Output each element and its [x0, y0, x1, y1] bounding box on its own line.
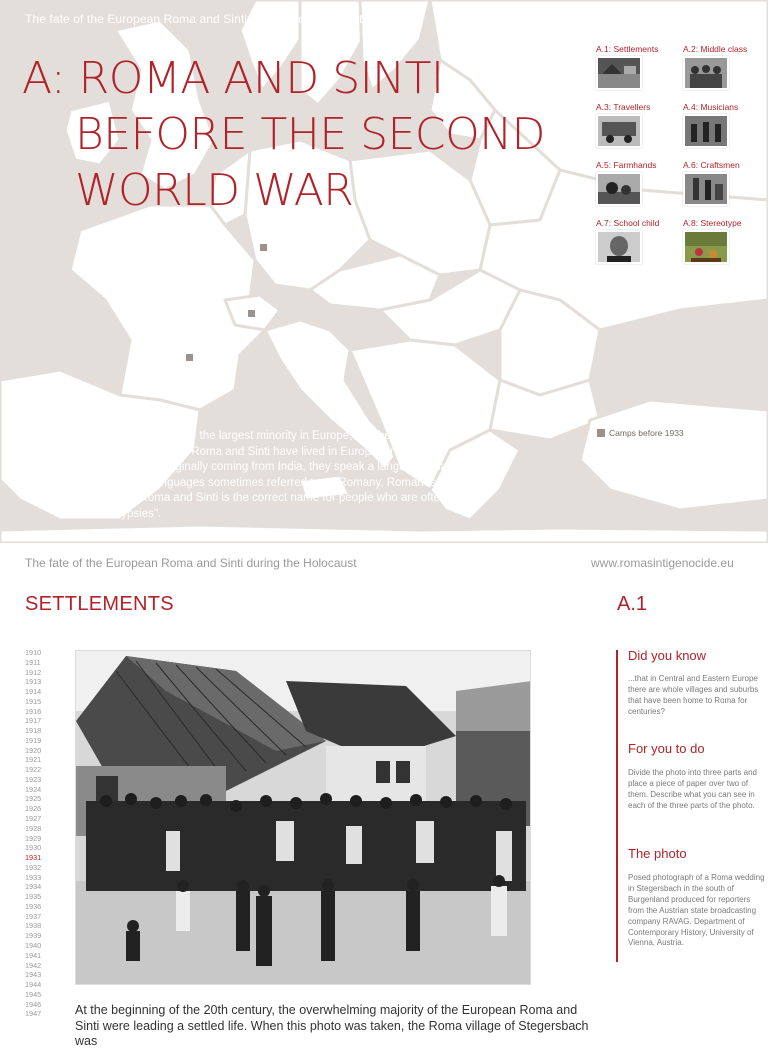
- timeline-year: 1936: [25, 901, 42, 911]
- photo-musicians-icon[interactable]: [683, 114, 729, 148]
- timeline-year: 1941: [25, 950, 42, 960]
- timeline-year: 1926: [25, 804, 42, 814]
- timeline-year: 1939: [25, 931, 42, 941]
- timeline-year: 1945: [25, 989, 42, 999]
- timeline-year: 1924: [25, 784, 42, 794]
- thumb-label-settlements[interactable]: A.1: Settlements: [596, 44, 659, 54]
- photo-farmhands-icon[interactable]: [596, 172, 642, 206]
- for-you-to-do-text: Divide the photo into three parts and place a piece of paper over two of them. Describe what you can see in each of the three parts of the photo.: [628, 768, 757, 810]
- legend-label: Camps before 1933: [609, 428, 684, 438]
- timeline-year: 1947: [25, 1009, 42, 1019]
- for-you-to-do-title: For you to do: [628, 741, 705, 756]
- photo-craftsmen-icon[interactable]: [683, 172, 729, 206]
- page2-header-subtitle: The fate of the European Roma and Sinti during the Holocaust: [25, 556, 357, 570]
- timeline-year: 1942: [25, 960, 42, 970]
- timeline-year: 1946: [25, 999, 42, 1009]
- timeline-year: 1927: [25, 814, 42, 824]
- timeline-year: 1928: [25, 823, 42, 833]
- timeline-year: 1931: [25, 853, 42, 863]
- timeline-year: 1938: [25, 921, 42, 931]
- timeline-year: 1920: [25, 745, 42, 755]
- thumb-label-musicians[interactable]: A.4: Musicians: [683, 102, 739, 112]
- camp-marker: [260, 244, 267, 251]
- timeline-year: 1935: [25, 892, 42, 902]
- timeline-year: 1944: [25, 980, 42, 990]
- thumb-label-middle-class[interactable]: A.2: Middle class: [683, 44, 748, 54]
- header-url[interactable]: www.romasintigenocide.eu: [591, 12, 737, 26]
- timeline-year: 1937: [25, 911, 42, 921]
- timeline-year: 1921: [25, 755, 42, 765]
- timeline-year: 1930: [25, 843, 42, 853]
- settlement-photo: [75, 650, 531, 985]
- thumb-label-school-child[interactable]: A.7: School child: [596, 218, 660, 228]
- page2-header-url[interactable]: www.romasintigenocide.eu: [591, 556, 734, 570]
- timeline-year: 1918: [25, 726, 42, 736]
- timeline-year: 1919: [25, 735, 42, 745]
- map-legend: [597, 428, 684, 438]
- poster-title-line2: BEFORE THE SECOND: [75, 109, 546, 160]
- timeline-year: 1922: [25, 765, 42, 775]
- header-subtitle: The fate of the European Roma and Sinti during the Holocaust: [25, 12, 363, 26]
- thumb-label-craftsmen[interactable]: A.6: Craftsmen: [683, 160, 740, 170]
- timeline-year: 1929: [25, 833, 42, 843]
- photo-settlements-icon[interactable]: [596, 56, 642, 90]
- timeline-year: 1933: [25, 872, 42, 882]
- timeline-year: 1916: [25, 706, 42, 716]
- timeline-year: 1917: [25, 716, 42, 726]
- poster-title-line3: WORLD WAR: [75, 165, 354, 216]
- timeline-year: 1915: [25, 696, 42, 706]
- timeline-year: 1912: [25, 667, 42, 677]
- did-you-know-title: Did you know: [628, 648, 707, 663]
- intro-text: The Roma and Sinti are the largest minority in Europe, but they do not have a country of their own. Roma and Sinti have lived in Europe for over a thousand years. Originally coming from India, they speak a language related to other Indian languages sometimes referred to as Romany, Romanes or Sinti Tikkes. Roma and Sinti is the correct name for people who are often called "Gypsies".: [75, 430, 464, 520]
- photo-stereotype-icon[interactable]: [683, 230, 729, 264]
- legend-square-icon: [597, 429, 605, 437]
- timeline-year: 1923: [25, 774, 42, 784]
- timeline-year: 1910: [25, 648, 42, 657]
- thumb-label-farmhands[interactable]: A.5: Farmhands: [596, 160, 657, 170]
- poster-title-line1: A: ROMA AND SINTI: [22, 53, 444, 104]
- timeline-year: 1911: [25, 657, 41, 667]
- timeline-year: 1914: [25, 687, 42, 697]
- photo-school-child-icon[interactable]: [596, 230, 642, 264]
- timeline-year: 1943: [25, 970, 42, 980]
- thumb-label-stereotype[interactable]: A.8: Stereotype: [683, 218, 742, 228]
- timeline-year: 1932: [25, 862, 42, 872]
- did-you-know-text: ...that in Central and Eastern Europe there are whole villages and suburbs that have been home to Roma for centuries?: [628, 674, 759, 716]
- the-photo-title: The photo: [628, 846, 687, 861]
- timeline-year: 1913: [25, 677, 42, 687]
- thumb-label-travellers[interactable]: A.3: Travellers: [596, 102, 651, 112]
- photo-travellers-icon[interactable]: [596, 114, 642, 148]
- year-timeline: [25, 648, 55, 1019]
- camp-marker: [186, 354, 193, 361]
- section-title: SETTLEMENTS: [25, 593, 174, 615]
- section-body-text: At the beginning of the 20th century, the overwhelming majority of the European Roma and Sinti were leading a settled life. When this photo was taken, the Roma village of Stegersbach was: [75, 1003, 589, 1048]
- the-photo-text: Posed photograph of a Roma wedding in Stegersbach in the south of Burgenland produced for reporters from the Austrian state broadcasting company RAVAG. Department of Contemporary History, University of Vienna, Austria.: [628, 873, 765, 948]
- timeline-year: 1940: [25, 940, 42, 950]
- section-number: A.1: [617, 593, 648, 615]
- sidebar-accent-line: [616, 650, 618, 962]
- timeline-year: 1934: [25, 882, 42, 892]
- timeline-year: 1925: [25, 794, 42, 804]
- photo-middle-class-icon[interactable]: [683, 56, 729, 90]
- camp-marker: [248, 310, 255, 317]
